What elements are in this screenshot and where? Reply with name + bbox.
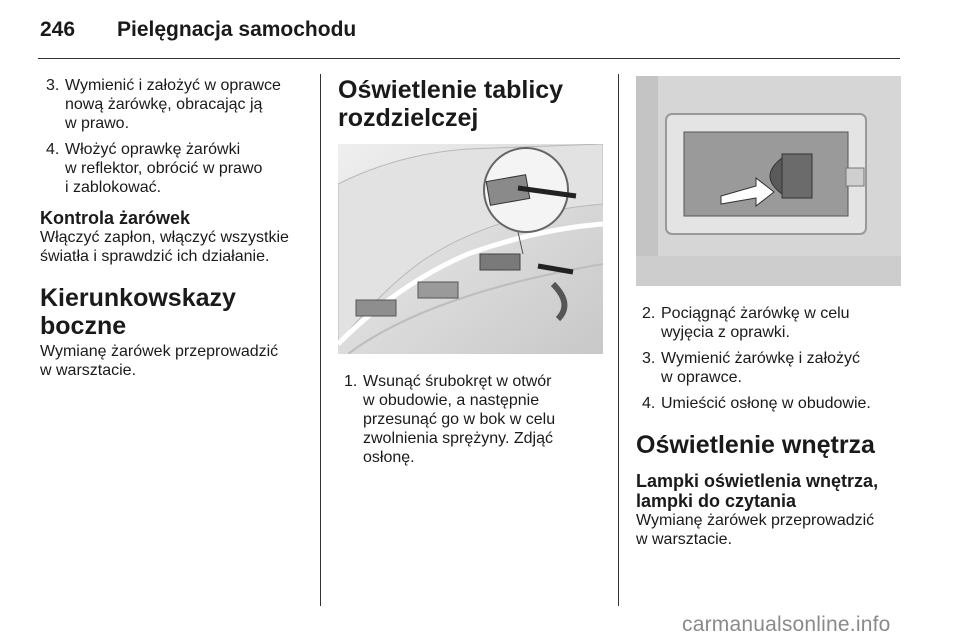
step-line: w reflektor, obrócić w prawo <box>65 160 263 177</box>
step-line: Pociągnąć żarówkę w celu <box>661 305 850 322</box>
step-line: nową żarówkę, obracając ją <box>65 96 263 113</box>
section-heading: Kontrola żarówek <box>40 208 191 228</box>
step-item <box>636 349 901 387</box>
text-line: światła i sprawdzić ich działanie. <box>40 248 270 265</box>
step-line: zwolnienia sprężyny. Zdjąć <box>363 430 554 447</box>
step-item <box>40 140 305 197</box>
chapter-heading <box>338 76 603 132</box>
chapter-text <box>40 342 305 380</box>
text-line: w warsztacie. <box>636 531 733 548</box>
step-line: Wymienić i założyć w oprawce <box>65 77 281 94</box>
chapter-heading: Kierunkowskazy boczne <box>40 284 236 340</box>
text-line: w warsztacie. <box>40 362 137 379</box>
step-line: Umieścić osłonę w obudowie. <box>661 395 871 412</box>
step-line: w oprawce. <box>661 369 742 386</box>
step-number: 2. <box>642 305 656 322</box>
step-line: w obudowie, a następnie <box>363 392 540 409</box>
step-number: 4. <box>46 141 60 158</box>
column-divider <box>618 74 619 606</box>
step-line: wyjęcia z oprawki. <box>661 324 790 341</box>
column-divider <box>320 74 321 606</box>
step-number: 4. <box>642 395 656 412</box>
step-item <box>40 76 305 133</box>
text-line: Włączyć zapłon, włączyć wszystkie <box>40 229 289 246</box>
page-title: Pielęgnacja samochodu <box>117 18 357 41</box>
heading-line: Oświetlenie tablicy <box>338 76 564 104</box>
step-line: osłonę. <box>363 449 415 466</box>
chapter-heading: Oświetlenie wnętrza <box>636 431 875 459</box>
step-number: 1. <box>344 373 358 390</box>
step-line: i zablokować. <box>65 179 162 196</box>
heading-line: lampki do czytania <box>636 491 797 511</box>
column-1 <box>40 76 305 380</box>
steps-list <box>636 304 901 413</box>
page-number: 246 <box>40 18 76 41</box>
text-line: Wymianę żarówek przeprowadzić <box>40 343 279 360</box>
step-line: Wymienić żarówkę i założyć <box>661 350 861 367</box>
section-heading <box>636 471 901 511</box>
step-item <box>636 394 901 413</box>
steps-list <box>40 76 305 197</box>
header-rule <box>38 58 900 59</box>
step-line: Wsunąć śrubokręt w otwór <box>363 373 552 390</box>
step-line: Włożyć oprawkę żarówki <box>65 141 241 158</box>
heading-line: Lampki oświetlenia wnętrza, <box>636 471 879 491</box>
column-2 <box>338 76 603 474</box>
step-item <box>338 372 603 467</box>
step-line: w prawo. <box>65 115 130 132</box>
step-number: 3. <box>642 350 656 367</box>
step-number: 3. <box>46 77 60 94</box>
bulb-removal-illustration <box>636 76 901 286</box>
step-line: przesunąć go w bok w celu <box>363 411 556 428</box>
section-text <box>636 511 901 549</box>
step-item <box>636 304 901 342</box>
section-text <box>40 228 305 266</box>
text-line: Wymianę żarówek przeprowadzić <box>636 512 875 529</box>
instrument-panel-illustration <box>338 144 603 354</box>
heading-line: rozdzielczej <box>338 104 479 132</box>
watermark: carmanualsonline.info <box>682 613 891 636</box>
steps-list <box>338 372 603 467</box>
column-3 <box>636 76 901 549</box>
